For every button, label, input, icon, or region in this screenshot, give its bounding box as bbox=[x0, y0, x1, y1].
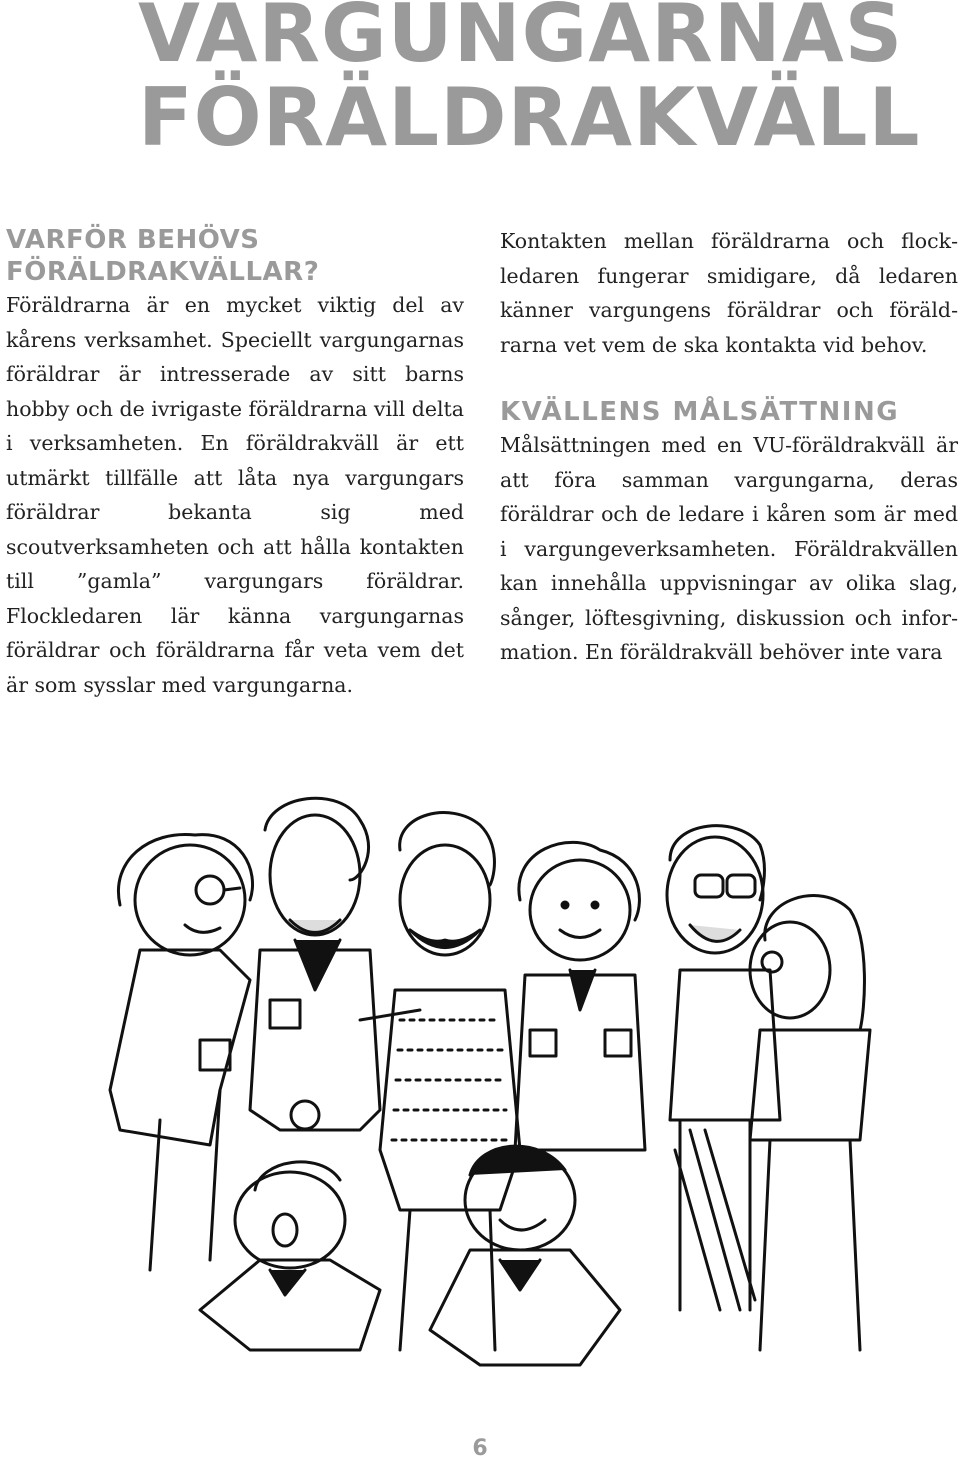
page-title bbox=[138, 0, 938, 164]
section-heading-why bbox=[6, 224, 464, 288]
heading-line-1: VARFÖR BEHÖVS bbox=[6, 225, 260, 255]
man-mustache-figure bbox=[380, 813, 520, 1350]
woman-figure bbox=[110, 834, 253, 1270]
man-glasses-figure bbox=[667, 826, 780, 1310]
body-paragraph-goals: Målsättningen med en VU-föräldrakväll är att föra samman vargungarna, deras föräldrar och de ledare i kåren som är med i vargungeverksamheten. Föräldrakvällen kan innehålla uppvisningar av olika slag, sånger, löftesgivning, diskussion och information. En föräldrakväll behöver inte vara bbox=[500, 433, 958, 664]
page-number: 6 bbox=[472, 1436, 488, 1461]
right-column bbox=[500, 224, 958, 670]
leader-beard-figure bbox=[250, 798, 420, 1130]
body-paragraph-contact: Kontakten mellan föräldrarna och flockledaren fungerar smidigare, då ledaren känner vargungens föräldrar och föräldrarna vet vem de ska kontakta vid behov. bbox=[500, 229, 958, 357]
child-right-figure bbox=[430, 1146, 620, 1365]
page-title-line-2: FÖRÄLDRAKVÄLL bbox=[138, 71, 921, 164]
body-paragraph: Föräldrarna är en mycket viktig del av kårens verksamhet. Speciellt vargungarnas föräldrar är intresserade av sitt barns hobby och de ivrigaste föräldrarna vill delta i verksamheten. En föräldrakväll är ett utmärkt tillfälle att låta nya vargungars föräldrar bekanta sig med scoutverksamheten och att hålla kontakten till ”gamla” vargungars föräldrar. Flockledaren lär känna vargungarnas föräldrar och föräldrarna får veta vem det är som sysslar med vargungarna. bbox=[6, 293, 464, 697]
woman-right-figure bbox=[750, 896, 870, 1350]
left-column bbox=[6, 224, 464, 702]
scout-girl-figure bbox=[515, 842, 645, 1150]
page-title-line-1: VARGUNGARNAS bbox=[138, 0, 904, 80]
group-illustration bbox=[100, 790, 920, 1390]
child-left-figure bbox=[200, 1162, 380, 1350]
heading-line-2: FÖRÄLDRAKVÄLLAR? bbox=[6, 257, 320, 287]
section-heading-goals: KVÄLLENS MÅLSÄTTNING bbox=[500, 397, 900, 427]
